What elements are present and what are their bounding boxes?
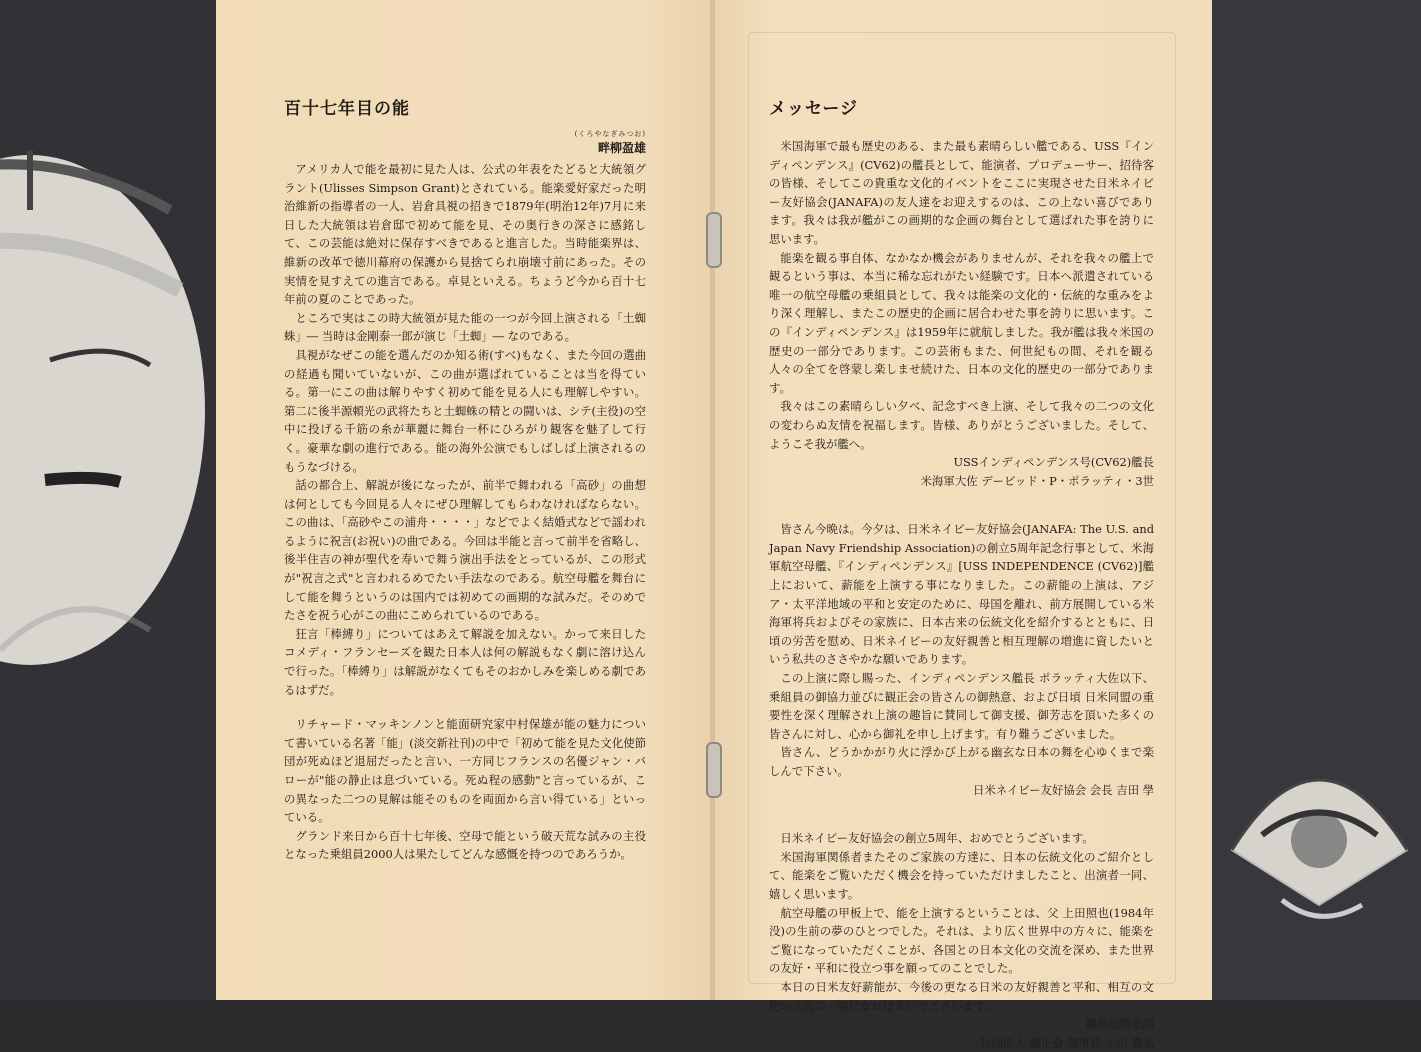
message-paragraph: 日米ネイビー友好協会の創立5周年、おめでとうございます。 [780, 831, 1094, 846]
left-page [216, 0, 713, 1000]
article-paragraph: 話の都合上、解説が後になったが、前半で舞われる「高砂」の曲想は何としても今回見る人々にぜひ理解してもらわなければならない。この曲は、「高砂やこの浦舟・・・・」などでよく結婚式などで謡われるように祝言(お祝い)の曲である。今回は半能と言って前半を省略し、後半住吉の神が聖代を寿いで舞う演出手法をとっているが、この形式が"祝言之式"と言われるめでたい手法なのである。航空母艦を舞台にして能を舞うというのは国内では初めての画期的な試みだ。そのめでたさを祝う心がこの曲にこめられているのである。 [284, 478, 646, 623]
author-name: 畔柳盈雄 [597, 141, 646, 155]
signature-line: 米海軍大佐 デービッド・P・ポラッティ・3世 [920, 473, 1154, 488]
message-paragraph: 米国海軍関係者またそのご家族の方達に、日本の伝統文化のご紹介として、能楽をご覧いただく機会を持っていただけましたこと、出演者一同、嬉しく思います。 [769, 849, 1154, 901]
article-paragraph: リチャード・マッキンノンと能面研究家中村保雄が能の魅力について書いている名著「能」(淡交新社刊)の中で「初めて能を見た文化使節団が死ぬほど退屈だったと言い、一方同じフランスの名優ジャン・バローが"能の静止は息づいている。死ぬ程の感動"と言っているが、この異なった二つの見解は能そのものを両面から言い得ている」といっている。 [284, 717, 646, 825]
message-paragraph: 皆さん今晩は。今夕は、日米ネイビー友好協会(JANAFA: The U.S. and Japan Navy Friendship Association)の創立5周年記念行事として、米海軍航空母艦、『インディペンデンス』[USS INDEPENDENCE (CV62)]艦上において、薪能を上演する事になりました。この薪能の上演は、アジア・太平洋地域の平和と安定のために、母国を離れ、前方展開している米海軍将兵およびその家族に、日本古来の伝統文化を紹介するとともに、日頃の労苦を慰め、日米ネイビーの友好親善と相互理解の増進に資したいという私共のささやかな願いであります。 [769, 522, 1154, 667]
message-paragraph: 能楽を観る事自体、なかなか機会がありませんが、それを我々の艦上で観るという事は、本当に稀な忘れがたい経験です。日本へ派遣されている唯一の航空母艦の乗組員として、我々は能楽の文化的・伝統的な重みをより深く理解し、またこの歴史的企画に居合わせた事を誇りに思います。この『インディペンデンス』は1959年に就航しました。我が艦は我々米国の歴史の一部分であります。この芸術もまた、何世紀もの間、それを観る人々の全てを啓蒙し楽しませ続けた、日本の文化的歴史の一部分であります。 [769, 250, 1154, 395]
booklet-spine [710, 0, 715, 1000]
fan-illustration [1222, 730, 1417, 940]
right-page-content [769, 94, 1154, 1052]
message-paragraph: 米国海軍で最も歴史のある、また最も素晴らしい艦である、USS『インディペンデンス』(CV62)の艦長として、能演者、プロデューサー、招待客の皆様、そしてこの貴重な文化的イベントをここに実現させた日米ネイビー友好協会(JANAFA)の友人達をお迎えするのは、この上ない喜びであります。我々は我が艦がこの画期的な企画の舞台として選ばれた事を誇りに思います。 [769, 139, 1154, 246]
article-paragraph: 狂言「棒縛り」についてはあえて解説を加えない。かって来日したコメディ・フランセーズを観た日本人は何の解説もなく劇に溶け込んで行った。「棒縛り」は解説がなくてもそのおかしみを楽しめる劇であるはずだ。 [284, 626, 646, 697]
message-paragraph: この上演に際し賜った、インディペンデンス艦長 ポラッティ大佐以下、乗組員の御協力並びに観正会の皆さんの御熱意、および日頃 日米同盟の重要性を深く理解され上演の趣旨に賛同して御支援、御芳志を頂いた多くの皆さんに対し、心から御礼を申し上げます。有り難うございました。 [769, 671, 1154, 741]
article-paragraph: アメリカ人で能を最初に見た人は、公式の年表をたどると大統領グラント(Ulisses Simpson Grant)とされている。能楽愛好家だった明治維新の指導者の一人、岩倉具視の招きで1879年(明治12年)7月に来日した大統領は岩倉邸で初めて能を見、その奥行きの深さに感銘して、この芸能は絶対に保存すべきであると進言した。当時能楽界は、維新の改革で徳川幕府の保護から見捨てられ崩壊寸前にあった。その実情を見すえての進言である。卓見といえる。ちょうど今から百十七年前の夏のことであった。 [284, 162, 646, 307]
staple [706, 212, 722, 268]
signature-line: 観世流能楽師 [1085, 1017, 1154, 1032]
message-paragraph: 本日の日米友好薪能が、今後の更なる日米の友好親善と平和、相互の文化の交流の一端になれば幸いでございます。 [769, 979, 1154, 1013]
left-page-title: 百十七年目の能 [284, 99, 410, 119]
message-paragraph: 皆さん、どうかかがり火に浮かび上がる幽玄な日本の舞を心ゆくまで楽しんで下さい。 [769, 745, 1154, 778]
article-paragraph: グランド来日から百十七年後、空母で能という破天荒な試みの主役となった乗組員2000人は果たしてどんな感慨を持つのであろうか。 [284, 828, 646, 862]
signature-line: USSインディペンデンス号(CV62)艦長 [953, 455, 1154, 470]
staple [706, 742, 722, 798]
signature-line: 社団法人 観正会 理事長 上田 貴弘 [980, 1035, 1154, 1050]
article-paragraph: ところで実はこの時大統領が見た能の一つが今回上演される「土蜘蛛」― 当時は金剛泰一郎が演じ「土蜘」― なのである。 [284, 310, 646, 344]
right-page [713, 0, 1212, 1050]
author-reading: (くろやなぎみつお) [574, 130, 646, 138]
message-paragraph: 我々はこの素晴らしい夕べ、記念すべき上演、そして我々の二つの文化の変わらぬ友情を祝福します。皆様、ありがとうございました。そして、ようこそ我が艦へ。 [769, 399, 1154, 451]
message-paragraph: 航空母艦の甲板上で、能を上演するということは、父 上田照也(1984年没)の生前の夢のひとつでした。それは、より広く世界中の方々に、能楽をご覧になっていただくことが、各国との日本文化の交流を深め、また世界の友好・平和に役立つ事を願ってのことでした。 [769, 905, 1154, 976]
noh-mask-image [0, 150, 210, 670]
left-page-content [284, 94, 646, 864]
signature-line: 日米ネイビー友好協会 会長 吉田 學 [972, 782, 1154, 797]
article-paragraph: 具視がなぜこの能を選んだのか知る術(すべ)もなく、また今回の選曲の経過も聞いていないが、この曲が選ばれていることは当を得ている。第一にこの曲は解りやすく初めて能を見る人にも理解しやすい。第二に後半源頼光の武将たちと土蜘蛛の精との闘いは、シテ(主役)の空中に投げる千筋の糸が華麗に舞台一杯にひろがり観客を魅了して行く。豪華な劇の進行である。能の海外公演でもしばしば上演されるのもうなづける。 [284, 347, 646, 474]
right-page-title: メッセージ [769, 99, 858, 119]
